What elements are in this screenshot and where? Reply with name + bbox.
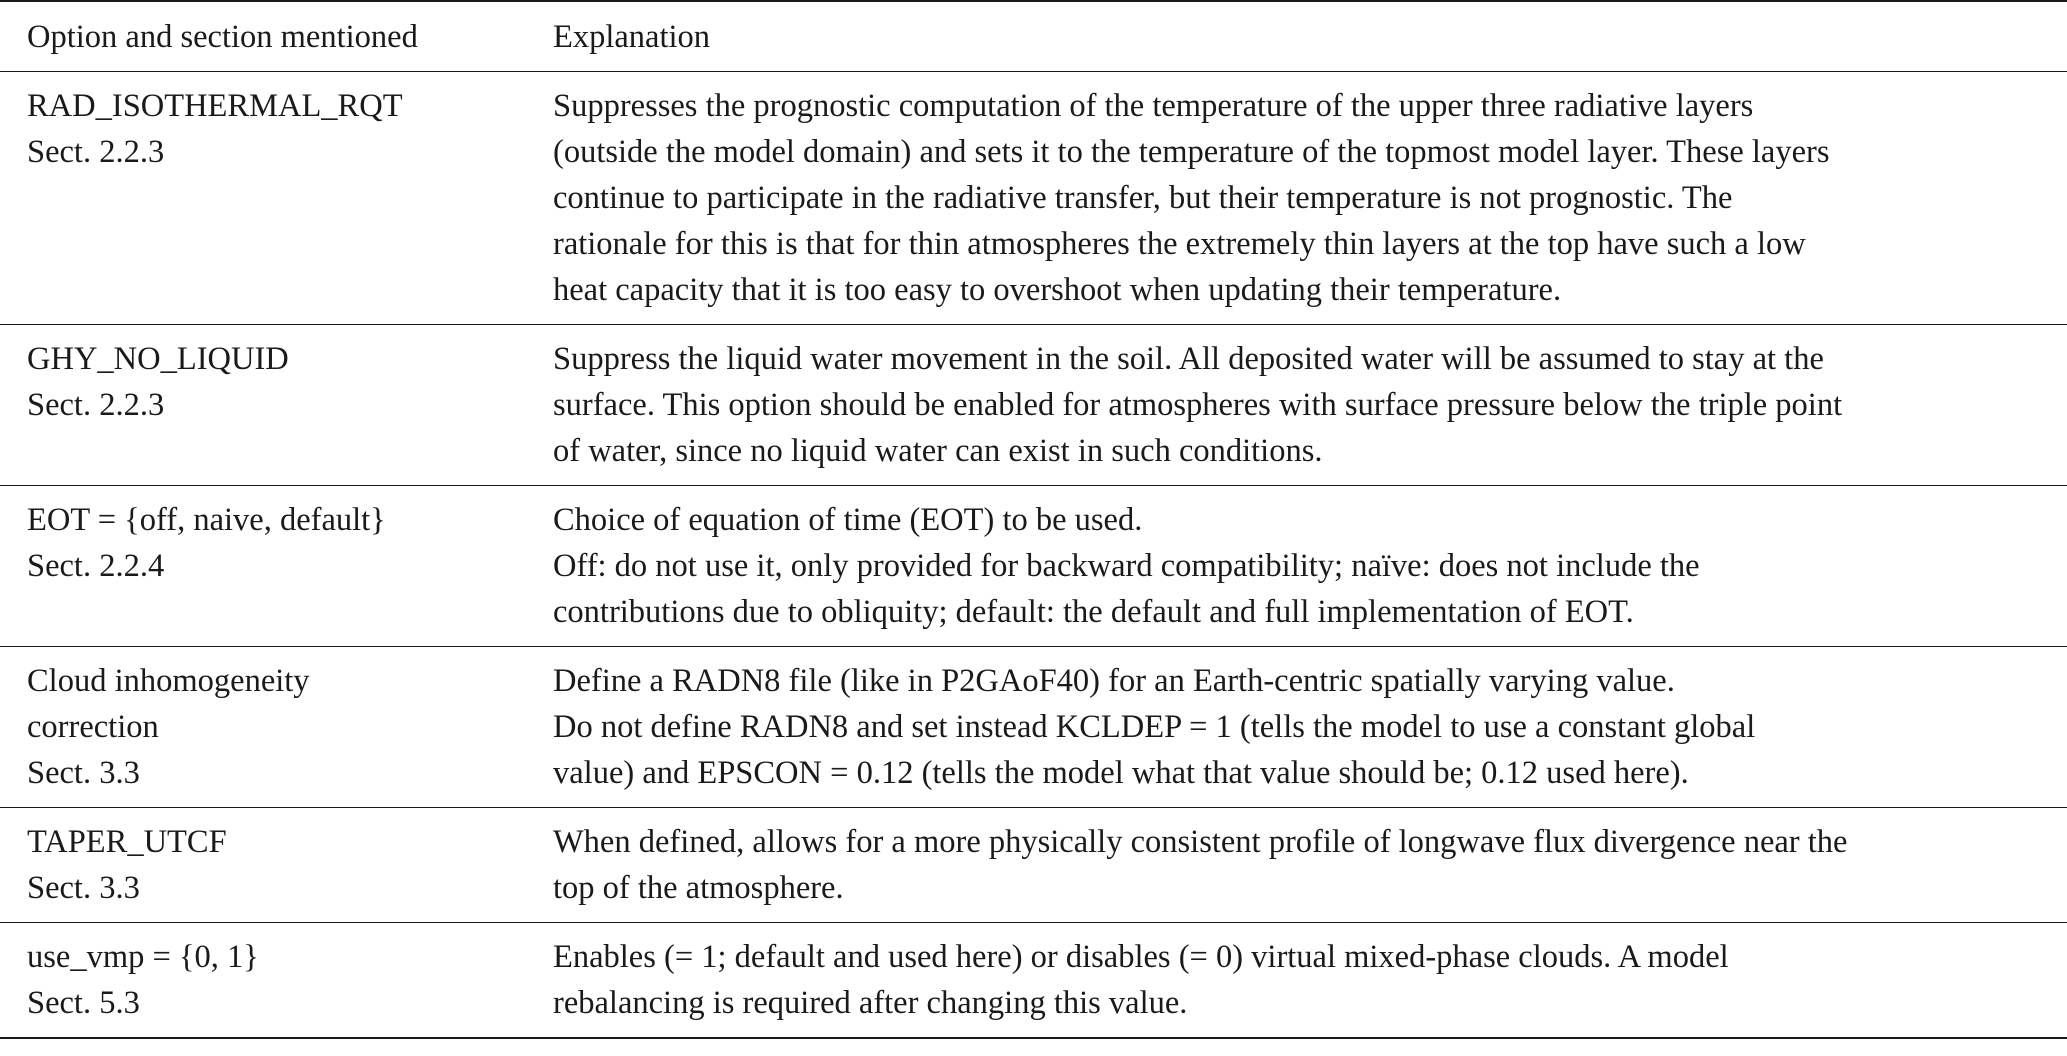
- explanation-line: When defined, allows for a more physically consistent profile of longwave flux divergence near the: [553, 823, 1848, 860]
- explanation-line: value) and EPSCON = 0.12 (tells the model what that value should be; 0.12 used here).: [553, 754, 1689, 791]
- explanation-cell: [527, 807, 2067, 922]
- explanation-cell: [527, 922, 2067, 1038]
- header-row: [0, 1, 2067, 71]
- explanation-line: Off: do not use it, only provided for backward compatibility; naïve: does not include the: [553, 547, 1700, 584]
- option-cell: [0, 646, 527, 807]
- table-row: [0, 71, 2067, 324]
- option-section: Sect. 5.3: [27, 984, 140, 1021]
- explanation-line: continue to participate in the radiative transfer, but their temperature is not prognostic. The: [553, 179, 1733, 216]
- option-cell: [0, 324, 527, 485]
- explanation-cell: [527, 646, 2067, 807]
- option-cell: [0, 807, 527, 922]
- option-name: GHY_NO_LIQUID: [27, 340, 289, 377]
- explanation-line: Choice of equation of time (EOT) to be used.: [553, 501, 1143, 538]
- explanation-cell: [527, 71, 2067, 324]
- explanation-line: (outside the model domain) and sets it to the temperature of the topmost model layer. These layers: [553, 133, 1830, 170]
- option-name: EOT = {off, naive, default}: [27, 501, 386, 538]
- explanation-line: Suppresses the prognostic computation of the temperature of the upper three radiative layers: [553, 87, 1754, 124]
- explanation-cell: [527, 324, 2067, 485]
- explanation-line: top of the atmosphere.: [553, 869, 844, 906]
- option-name: correction: [27, 708, 159, 745]
- table-row: [0, 922, 2067, 1038]
- explanation-line: rationale for this is that for thin atmospheres the extremely thin layers at the top have such a low: [553, 225, 1806, 262]
- table-row: [0, 646, 2067, 807]
- explanation-line: Suppress the liquid water movement in the soil. All deposited water will be assumed to stay at the: [553, 340, 1824, 377]
- option-section: Sect. 2.2.4: [27, 547, 165, 584]
- option-cell: [0, 71, 527, 324]
- option-section: Sect. 3.3: [27, 869, 140, 906]
- header-option: Option and section mentioned: [27, 19, 418, 55]
- explanation-line: surface. This option should be enabled for atmospheres with surface pressure below the triple point: [553, 386, 1843, 423]
- table-header: [0, 1, 2067, 71]
- explanation-line: contributions due to obliquity; default: the default and full implementation of EOT.: [553, 593, 1634, 630]
- explanation-line: Define a RADN8 file (like in P2GAoF40) for an Earth-centric spatially varying value.: [553, 662, 1675, 699]
- option-name: RAD_ISOTHERMAL_RQT: [27, 87, 403, 124]
- table-row: [0, 807, 2067, 922]
- option-name: TAPER_UTCF: [27, 823, 227, 860]
- table-row: [0, 324, 2067, 485]
- explanation-line: Enables (= 1; default and used here) or disables (= 0) virtual mixed-phase clouds. A model: [553, 938, 1729, 975]
- table-body: [0, 71, 2067, 1038]
- option-cell: [0, 485, 527, 646]
- header-explanation: Explanation: [553, 19, 711, 55]
- option-section: Sect. 2.2.3: [27, 386, 165, 423]
- option-section: Sect. 2.2.3: [27, 133, 165, 170]
- option-section: Sect. 3.3: [27, 754, 140, 791]
- option-name: Cloud inhomogeneity: [27, 662, 310, 699]
- explanation-line: rebalancing is required after changing this value.: [553, 984, 1188, 1021]
- explanation-line: Do not define RADN8 and set instead KCLDEP = 1 (tells the model to use a constant global: [553, 708, 1756, 745]
- explanation-line: heat capacity that it is too easy to overshoot when updating their temperature.: [553, 271, 1562, 308]
- option-name: use_vmp = {0, 1}: [27, 938, 259, 975]
- table-row: [0, 485, 2067, 646]
- option-cell: [0, 922, 527, 1038]
- explanation-line: of water, since no liquid water can exist in such conditions.: [553, 432, 1323, 469]
- explanation-cell: [527, 485, 2067, 646]
